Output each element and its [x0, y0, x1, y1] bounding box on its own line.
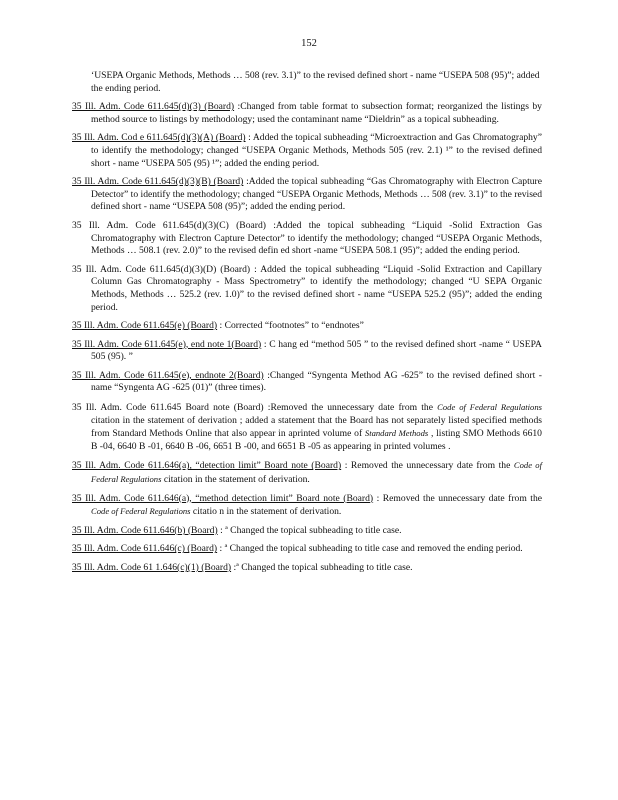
page-number: 152 [301, 38, 317, 49]
entry-italic: Standard Methods [364, 428, 429, 439]
entry-citation: 35 Ill. Adm. Code 611.645(d)(3)(C) (Board) [72, 219, 266, 231]
entry-text: :Removed the unnecessary date from the [267, 402, 438, 414]
entry-citation: 35 Ill. Adm. Code 611.645(d)(3)(B) (Board) [72, 176, 244, 188]
entry-citation: 35 Ill. Adm. Code 611.645(e), endnote 2(Board) [72, 369, 264, 381]
entry-italic: Code of Federal Regulations [91, 506, 191, 517]
entry-text: :Added the topical subheading “Liquid -Solid Extraction Gas Chromatography with Electron Capture Detector” to identify the methodology; changed “USEPA Organic Methods, Methods … 508.1 (rev. 2.0)” to the revised defin ed short -name “USEPA 508.1 (95)”; added the ending period. [91, 219, 542, 257]
entry-text: : Corrected “footnotes” to “endnotes” [219, 320, 364, 332]
entry-citation: 35 Ill. Adm. Code 611.645(d)(3)(D) (Board) [72, 263, 251, 275]
entry-text: :Changed “Syngenta Method AG -625” to the revised defined short - name “Syngenta AG -625 (01)” (three times). [91, 369, 542, 394]
entry-citation: 35 Ill. Adm. Code 611.646(a), “method detection limit” Board note (Board) [72, 492, 374, 504]
entry-citation: 35 Ill. Adm. Code 611.646(b) (Board) [72, 524, 218, 536]
entry-text: , listing SMO Methods 6610 B -04, 6640 B -01, 6640 B -06, 6651 B -00, and 6651 B -05 as appearing in printed volumes . [91, 428, 542, 452]
entry-citation: 35 Ill. Adm. Code 611.645(e) (Board) [72, 320, 218, 332]
entry-5 [72, 320, 542, 333]
entry-text: : Added the topical subheading “Microextraction and Gas Chromatography” to identify the methodology; changed “USEPA Organic Methods, Methods 505 (rev. 2.1) ¹” to the revised defined short - name “USEPA 505 (95) ¹”; added the ending period. [91, 132, 542, 169]
entry-citation: 35 Ill. Adm. Code 611.645(e), end note 1(Board) [72, 338, 262, 350]
entry-citation: 35 Ill. Adm. Code 611.645 Board note (Board) [72, 402, 264, 414]
entry-11 [72, 525, 542, 538]
entry-0 [72, 101, 542, 126]
continuation-text: ‘USEPA Organic Methods, Methods … 508 (rev. 3.1)” to the revised defined short - name “USEPA 508 (95)”; added the ending period. [91, 70, 540, 94]
entry-text: : ª Changed the topical subheading to title case and removed the ending period. [219, 543, 523, 555]
entry-9 [72, 459, 542, 486]
entry-text: :Changed from table format to subsection format; reorganized the listings by method source to listings by methodology; used the contaminant name “Dieldrin” as a topical subheading. [91, 101, 542, 125]
entry-text: : Added the topical subheading “Liquid -Solid Extraction and Capillary Column Gas Chromatography - Mass Spectrometry” to identify the methodology; changed “U SEPA Organic Methods, Methods … 525.2 (rev. 1.0)” to the revised defined short - name “USEPA 525.2 (95)”; added the ending period. [91, 263, 542, 313]
entry-citation: 35 Ill. Adm. Code 611.646(c) (Board) [72, 543, 218, 555]
entry-3 [72, 220, 542, 258]
entry-6 [72, 339, 542, 364]
entry-12 [72, 543, 542, 556]
entry-13 [72, 562, 542, 575]
entry-text: :Added the topical subheading “Gas Chromatography with Electron Capture Detector” to identify the methodology; changed “USEPA Organic Methods, Methods … 508 (rev. 3.1)” to the revised defined short - name “USEPA 508 (95)”; added the ending period. [91, 176, 542, 213]
entry-italic: Code of Federal Regulations [437, 402, 542, 413]
entry-text: : ª Changed the topical subheading to title case. [220, 524, 402, 536]
entry-text: : C hang ed “method 505 ” to the revised defined short -name “ USEPA 505 (95). ” [91, 338, 542, 363]
entry-text: : Removed the unnecessary date from the [344, 460, 514, 472]
entry-text: :ª Changed the topical subheading to title case. [233, 562, 413, 573]
entry-text: citation in the statement of derivation ; added a statement that the Board has not separately listed specified methods from Standard Methods Online that also appear in aprinted volume of [91, 414, 542, 440]
entry-italic: Code of Federal Regulations [91, 460, 542, 485]
entry-text: citatio n in the statement of derivation. [190, 506, 342, 518]
entry-10 [72, 493, 542, 519]
entry-text: : Removed the unnecessary date from the [376, 492, 543, 504]
entry-citation: 35 Ill. Adm. Cod e 611.645(d)(3)(A) (Board) [72, 132, 246, 144]
entry-citation: 35 Ill. Adm. Code 611.645(d)(3) (Board) [72, 101, 235, 113]
entry-1 [72, 132, 542, 170]
entry-2 [72, 176, 542, 214]
entry-citation: 35 Ill. Adm. Code 611.646(a), “detection limit” Board note (Board) [72, 460, 342, 472]
entry-7 [72, 370, 542, 395]
entry-4 [72, 264, 542, 314]
entry-citation: 35 Ill. Adm. Code 61 1.646(c)(1) (Board) [72, 562, 232, 573]
entry-text: citation in the statement of derivation. [161, 474, 310, 486]
document-body [72, 70, 542, 581]
entry-8 [72, 401, 542, 453]
